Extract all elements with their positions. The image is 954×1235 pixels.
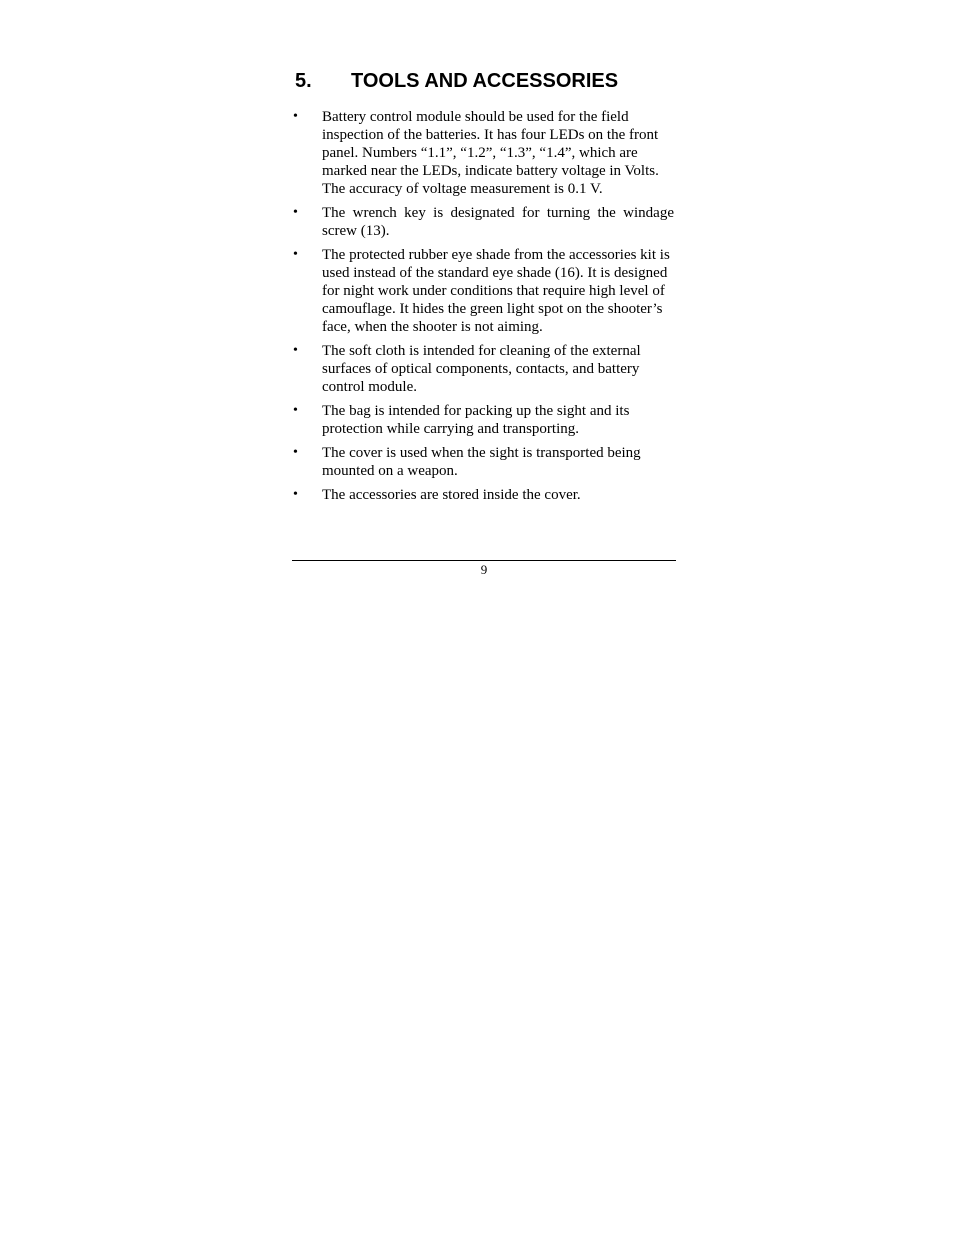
bullet-icon: •	[293, 343, 298, 358]
list-item	[293, 342, 674, 396]
list-item-text: The soft cloth is intended for cleaning of the external surfaces of optical components, contacts, and battery control module.	[322, 343, 641, 395]
section-number: 5.	[295, 70, 312, 93]
list-item	[293, 108, 674, 198]
list-item	[293, 402, 674, 438]
bullet-icon: •	[293, 109, 298, 124]
bullet-icon: •	[293, 445, 298, 460]
accessories-list	[293, 108, 674, 510]
section-title: TOOLS AND ACCESSORIES	[351, 70, 619, 93]
list-item-text: The bag is intended for packing up the sight and its protection while carrying and transporting.	[322, 403, 630, 437]
list-item	[293, 204, 674, 240]
bullet-icon: •	[293, 403, 298, 418]
list-item-text: The protected rubber eye shade from the accessories kit is used instead of the standard eye shade (16). It is designed for night work under conditions that require high level of camouflage. It hides the green light spot on the shooter’s face, when the shooter is not aiming.	[322, 247, 670, 335]
footer-divider	[292, 560, 676, 561]
bullet-icon: •	[293, 487, 298, 502]
list-item-text: The accessories are stored inside the cover.	[322, 487, 581, 503]
list-item-text: The cover is used when the sight is transported being mounted on a weapon.	[322, 445, 641, 479]
list-item	[293, 486, 674, 504]
list-item-text: The wrench key is designated for turning the windage screw (13).	[322, 205, 674, 239]
section-heading	[295, 69, 618, 93]
bullet-icon: •	[293, 205, 298, 220]
list-item-text: Battery control module should be used for the field inspection of the batteries. It has four LEDs on the front panel. Numbers “1.1”, “1.2”, “1.3”, “1.4”, which are marked near the LEDs, indicate battery voltage in Volts. The accuracy of voltage measurement is 0.1 V.	[322, 109, 659, 197]
list-item	[293, 246, 674, 336]
list-item	[293, 444, 674, 480]
page-number: 9	[480, 562, 488, 577]
bullet-icon: •	[293, 247, 298, 262]
